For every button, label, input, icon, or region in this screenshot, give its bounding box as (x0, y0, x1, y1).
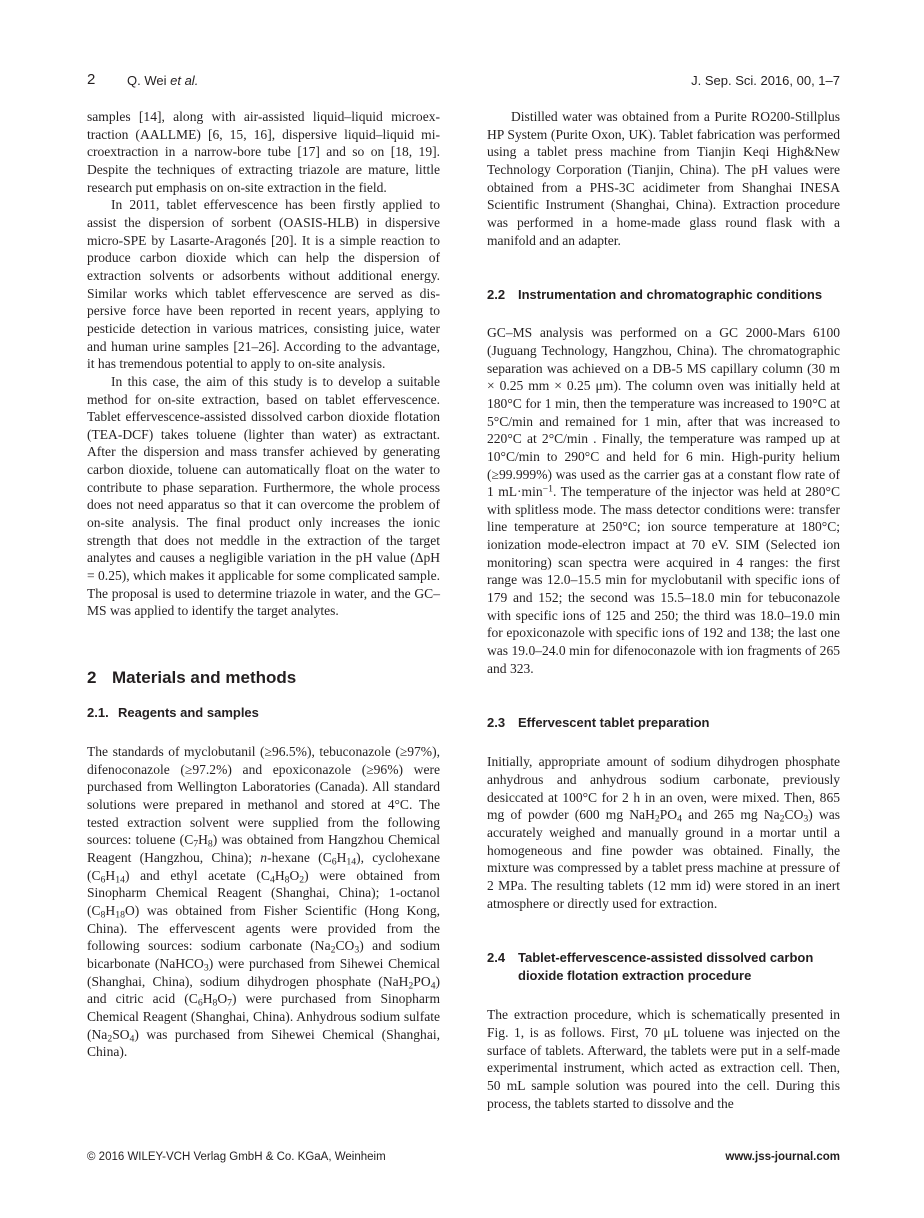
extraction-procedure-paragraph: The extraction procedure, which is schematically presented in Fig. 1, is as follows. First, 70 μL toluene was injected on the surface of tablets. Afterward, the tablets were put in a self-made experimental instrument, which acted as extraction cell. Then, 50 mL sample solution was poured into the cell. During this process, the tablets started to dissolve and the (487, 1007, 840, 1111)
subsection-heading-extraction-procedure (487, 949, 840, 985)
running-head-authors (127, 73, 198, 88)
intro-paragraph-continued: samples [14], along with air-assisted liquid–liquid microextraction (AALLME) [6, 15, 16], dispersive liquid–liquid microextraction in a narrow-bore tube [17] and so on [18, 19]. Despite the techniques of extracting triazole are mature, little research put emphasis on on-site extraction in the field. (87, 109, 440, 195)
page-footer (87, 1151, 840, 1169)
section-number: 2 (87, 668, 97, 688)
page-number: 2 (87, 71, 96, 88)
intro-paragraph-aim: In this case, the aim of this study is to develop a suitable method for on-site extraction, based on tablet effervescence. Tablet effervescence-assisted dissolved carbon dioxide flotation (TEA-DCF) takes toluene (lighter than water) as extractant. After the dispersion and mass transfer achieved by generating carbon dioxide, toluene can automatically float on the water to contribute to phase separation. Furthermore, the whole process does not need apparatus so that it can overcome the problem of on-site analysis. The final product only increases the ionic strength that does not meddle in the extraction of the target analytes and causes a negligible variation in the pH value (ΔpH = 0.25), which makes it applicable for some complicated sample. The proposal is used to determine triazole in water, and the GC–MS was applied to identify the target analytes. (87, 373, 440, 619)
subsection-number: 2.3 (487, 715, 506, 731)
reagents-paragraph: The standards of myclobutanil (≥96.5%), tebuconazole (≥97%), difenoconazole (≥97.2%) and epoxiconazole (≥96%) were purchased from Wellington Laboratories (Canada). All standard solutions were prepared in methanol and stored at 4°C. The tested extraction solvent were supplied from the following sources: toluene $(C_7H_8)$ was obtained from Hangzhou Chemical Reagent (Hangzhou, China); n-hexane $(C_6H_{14})$, cyclohexane $(C_6H_{14})$ and ethyl acetate $(C_4H_8O_2)$ were obtained from Sinopharm Chemical Reagent (Shanghai, China); 1-octanol $(C_8H_{18}O)$ was obtained from Fisher Scientific (Hong Kong, China). The effervescent agents were provided from the following sources: sodium carbonate $(Na_2CO_3)$ and sodium bicarbonate (NaHCO$_3$) were purchased from Sihewei Chemical (Shanghai, China), sodium dihydrogen phosphate $(NaH_2PO_4)$ and citric acid $(C_6H_8O_7)$ were purchased from Sinopharm Chemical Reagent (Shanghai, China). Anhydrous sodium sulfate $(Na_2SO_4)$ was purchased from Sihewei Chemical (Shanghai, China). (87, 744, 440, 1060)
instrumentation-paragraph: GC–MS analysis was performed on a GC 2000-Mars 6100 (Juguang Technology, Hangzhou, China). The chromatographic separation was achieved on a DB-5 MS capillary column (30 m × 0.25 mm × 0.25 μm). The column oven was initially held at 180°C for 1 min, then the temperature was increased to 190°C at 5°C/min and remained for 1 min, after that was increased to 220°C at 2°C/min . Finally, the temperature was ramped up at 10°C/min to 290°C and held for 6 min. High-purity helium (≥99.999%) was used as the carrier gas at a constant flow rate of 1 $mL\cdot\min^{-1}$. The temperature of the injector was held at 280°C with splitless mode. The mass detector conditions were: transfer line temperature at 250°C; ion source temperature at 180°C; ionization mode-electron impact at 70 eV. SIM (Selected ion monitoring) scan spectra were acquired in 4 ranges: the first range was 12.0–15.5 min for myclobutanil with specific ions of 179 and 152; the second was 15.5–18.0 min for tebuconazole with specific ions of 125 and 250; the third was 18.0–19.0 min for epoxiconazole with specific ions of 192 and 138; the last one was 19.0–24.0 min for difenoconazole with ion fragments of 265 and 323. (487, 325, 840, 676)
intro-paragraph: In 2011, tablet effervescence has been firstly applied to assist the dispersion of sorbent (OASIS-HLB) in dispersive micro-SPE by Lasarte-Aragonés [20]. It is a simple reaction to produce carbon dioxide which can help the dispersion of extraction solvents or adsorbents without additional energy. Similar works which tablet effervescence are served as dispersive force have been reported in recent years, applying to pesticide detection in various matrices, consisting juice, water and human urine samples [21–26]. According to the advantage, it has tremendous potential to apply to on-site analysis. (87, 197, 440, 372)
subsection-title: Instrumentation and chromatographic conditions (518, 287, 823, 303)
subsection-number: 2.2 (487, 287, 506, 303)
et-al: et al. (170, 73, 199, 88)
copyright-notice: © 2016 WILEY-VCH Verlag GmbH & Co. KGaA, Weinheim (87, 1151, 386, 1163)
subsection-heading-tablet-preparation (487, 714, 840, 732)
subsection-heading-reagents (87, 704, 440, 722)
equipment-paragraph: Distilled water was obtained from a Purite RO200-Stillplus HP System (Purite Oxon, UK). Tablet fabrication was performed using a tablet press machine from Tianjin Keqi High&New Technology Corporation (Tianjin, China). The pH values were obtained from a PHS-3C acidimeter from Shanghai INESA Scientific Instrument (Shanghai, China). Extraction procedure was performed in a home-made glass round flask with a manifold and an adapter. (487, 109, 840, 248)
section-heading-materials-methods (87, 668, 440, 688)
subsection-title: Reagents and samples (118, 705, 259, 721)
journal-url-link[interactable]: www.jss-journal.com (725, 1151, 840, 1163)
subsection-number: 2.1. (87, 705, 109, 721)
running-head (87, 71, 840, 91)
running-head-journal: J. Sep. Sci. 2016, 00, 1–7 (691, 73, 840, 88)
section-title: Materials and methods (112, 668, 297, 688)
subsection-title: Tablet-effervescence-assisted dissolved carbon dioxide flotation extraction procedure (518, 950, 814, 984)
right-column (487, 108, 840, 1112)
subsection-number: 2.4 (487, 950, 506, 966)
subsection-heading-instrumentation (487, 286, 840, 304)
left-column (87, 108, 440, 1061)
subsection-title: Effervescent tablet preparation (518, 715, 710, 731)
author-name: Q. Wei (127, 73, 167, 88)
tablet-preparation-paragraph: Initially, appropriate amount of sodium dihydrogen phosphate anhydrous and anhydrous sodium carbonate, previously desiccated at 100°C for 2 h in an oven, were mixed. Then, 865 mg of powder (600 mg $NaH_2PO_4$ and 265 mg $Na_2CO_3$) was accurately weighed and manually ground in a mortar until a homogeneous and fine powder was obtained. Finally, the mixture was compressed by a tablet press machine at pressure of 2 MPa. The resulting tablets (12 mm id) were stored in an inert atmosphere or directly used for extraction. (487, 754, 840, 911)
